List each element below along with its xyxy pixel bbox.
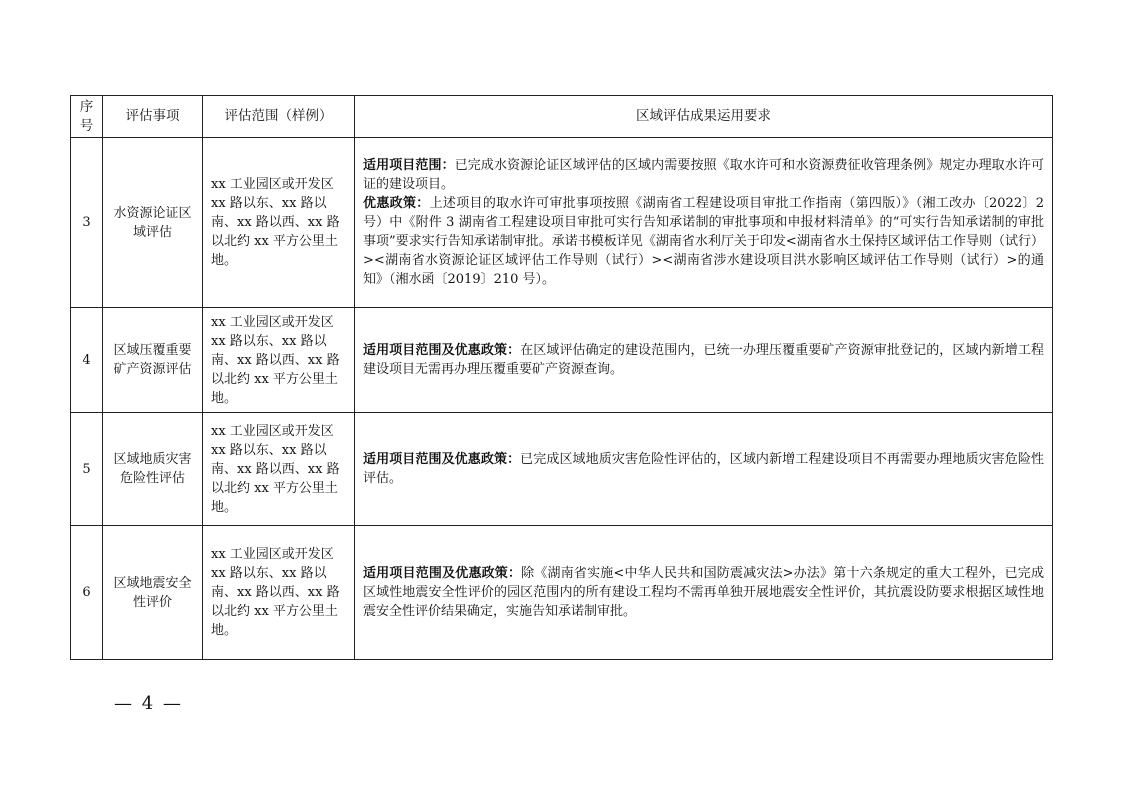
- requirement-heading: 适用项目范围：: [363, 158, 455, 173]
- evaluation-scope: xx 工业园区或开发区 xx 路以东、xx 路以南、xx 路以西、xx 路以北约 xx 平方公里土地。: [203, 308, 355, 413]
- requirement-paragraph: [363, 341, 1044, 379]
- evaluation-item: 区域地质灾害危险性评估: [103, 413, 203, 526]
- requirement-paragraph: [363, 564, 1044, 621]
- evaluation-item: 区域地震安全性评价: [103, 526, 203, 660]
- requirements-cell: [355, 138, 1053, 308]
- requirements-cell: [355, 308, 1053, 413]
- header-scope: 评估范围（样例）: [203, 96, 355, 138]
- evaluation-scope: xx 工业园区或开发区 xx 路以东、xx 路以南、xx 路以西、xx 路以北约 xx 平方公里土地。: [203, 526, 355, 660]
- requirement-paragraph: [363, 194, 1044, 289]
- row-number: 5: [71, 413, 103, 526]
- evaluation-item: 区域压覆重要矿产资源评估: [103, 308, 203, 413]
- row-number: 4: [71, 308, 103, 413]
- requirements-cell: [355, 413, 1053, 526]
- table-row: [71, 308, 1053, 413]
- evaluation-table: [70, 95, 1053, 660]
- table-row: [71, 526, 1053, 660]
- requirements-cell: [355, 526, 1053, 660]
- row-number: 3: [71, 138, 103, 308]
- requirement-text: 已完成水资源论证区域评估的区域内需要按照《取水许可和水资源费征收管理条例》规定办理取水许可证的建设项目。: [363, 158, 1044, 192]
- requirement-heading: 适用项目范围及优惠政策：: [363, 452, 521, 467]
- row-number: 6: [71, 526, 103, 660]
- requirement-heading: 适用项目范围及优惠政策：: [363, 566, 522, 581]
- table-row: [71, 413, 1053, 526]
- header-number: 序号: [71, 96, 103, 138]
- requirement-text: 在区域评估确定的建设范围内，已统一办理压覆重要矿产资源审批登记的，区域内新增工程建设项目无需再办理压覆重要矿产资源查询。: [363, 343, 1044, 377]
- requirement-text: 上述项目的取水许可审批事项按照《湖南省工程建设项目审批工作指南（第四版）》（湘工改办〔2022〕2 号）中《附件 3 湖南省工程建设项目审批可实行告知承诺制的审批事项和申报材料清单》的“可实行告知承诺制的审批事项”要求实行告知承诺制审批。承诺书模板详见《湖南省水利厅关于印发<湖南省水土保持区域评估工作导则（试行）><湖南省水资源论证区域评估工作导则（试行）><湖南省涉水建设项目洪水影响区域评估工作导则（试行）>的通知》（湘水函〔2019〕210 号）。: [363, 196, 1044, 287]
- requirement-paragraph: [363, 450, 1044, 488]
- header-item: 评估事项: [103, 96, 203, 138]
- requirement-heading: 优惠政策：: [363, 196, 430, 211]
- header-requirements: 区域评估成果运用要求: [355, 96, 1053, 138]
- requirement-heading: 适用项目范围及优惠政策：: [363, 343, 521, 358]
- requirement-text: 已完成区域地质灾害危险性评估的，区域内新增工程建设项目不再需要办理地质灾害危险性评估。: [363, 452, 1044, 486]
- page-number: — 4 —: [114, 693, 183, 714]
- evaluation-scope: xx 工业园区或开发区 xx 路以东、xx 路以南、xx 路以西、xx 路以北约 xx 平方公里土地。: [203, 413, 355, 526]
- evaluation-scope: xx 工业园区或开发区 xx 路以东、xx 路以南、xx 路以西、xx 路以北约 xx 平方公里土地。: [203, 138, 355, 308]
- table-row: [71, 138, 1053, 308]
- requirement-text: 除《湖南省实施<中华人民共和国防震减灾法>办法》第十六条规定的重大工程外，已完成区域性地震安全性评价的园区范围内的所有建设工程均不需再单独开展地震安全性评价，其抗震设防要求根据区域性地震安全性评价结果确定，实施告知承诺制审批。: [363, 566, 1044, 619]
- requirement-paragraph: [363, 156, 1044, 194]
- evaluation-item: 水资源论证区域评估: [103, 138, 203, 308]
- table-header-row: [71, 96, 1053, 138]
